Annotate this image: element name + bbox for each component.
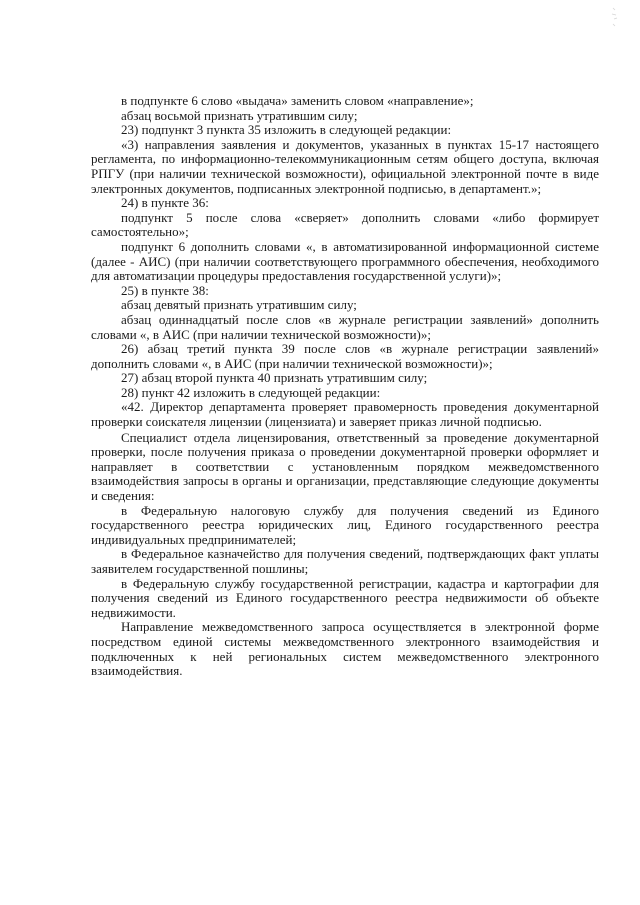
- paragraph: подпункт 5 после слова «сверяет» дополнить словами «либо формирует самостоятельно»;: [91, 209, 599, 240]
- paragraph: абзац одиннадцатый после слов «в журнале регистрации заявлений» дополнить словами «, в АИС (при наличии технической возможности)»;: [91, 311, 599, 342]
- paragraph: абзац восьмой признать утратившим силу;: [121, 107, 358, 123]
- paragraph: «42. Директор департамента проверяет правомерность проведения документарной проверки соискателя лицензии (лицензиата) и заверяет приказ личной подписью.: [91, 399, 599, 430]
- paragraph: 25) в пункте 38:: [121, 282, 209, 298]
- paragraph: 26) абзац третий пункта 39 после слов «в журнале регистрации заявлений» дополнить словами «, в АИС (при наличии технической возможности)»;: [91, 341, 599, 371]
- paragraph: Направление межведомственного запроса осуществляется в электронной форме посредством единой системы межведомственного электронного взаимодействия и подключенных к ней региональных систем межведомственного электронного взаимодействия.: [91, 619, 599, 679]
- paragraph: 27) абзац второй пункта 40 признать утратившим силу;: [121, 370, 428, 386]
- paragraph: 24) в пункте 36:: [121, 195, 209, 211]
- paragraph: в Федеральную службу государственной регистрации, кадастра и картографии для получения сведений из Единого государственного реестра недвижимости об объекте недвижимости.: [91, 575, 599, 620]
- document-body: [91, 94, 599, 679]
- scan-artifact-mark: [610, 6, 622, 28]
- paragraph: в Федеральную налоговую службу для получения сведений из Единого государственного реестра юридических лиц, Единого государственного реестра индивидуальных предпринимателей;: [91, 502, 599, 547]
- paragraph: 28) пункт 42 изложить в следующей редакции:: [121, 384, 381, 400]
- paragraph: Специалист отдела лицензирования, ответственный за проведение документарной проверки, после получения приказа о проведении документарной проверки оформляет и направляет в соответствии с установленным порядком межведомственного взаимодействия запросы в органы и организации, представляющие следующие документы и сведения:: [91, 429, 599, 504]
- paragraph: «3) направления заявления и документов, указанных в пунктах 15-17 настоящего регламента, по информационно-телекоммуникационным сетям общего доступа, включая РПГУ (при наличии технической возможности), официальной электронной почте в виде электронных документов, подписанных электронной подписью, в департамент.»;: [91, 136, 599, 196]
- paragraph: в Федеральное казначейство для получения сведений, подтверждающих факт уплаты заявителем государственной пошлины;: [91, 546, 599, 576]
- paragraph: 23) подпункт 3 пункта 35 изложить в следующей редакции:: [121, 122, 452, 138]
- paragraph: абзац девятый признать утратившим силу;: [121, 297, 357, 313]
- paragraph: в подпункте 6 слово «выдача» заменить словом «направление»;: [121, 93, 474, 108]
- paragraph: подпункт 6 дополнить словами «, в автоматизированной информационной системе (далее - АИС) (при наличии соответствующего программного обеспечения, необходимого для автоматизации процедуры предоставления государственной услуги)»;: [91, 238, 599, 284]
